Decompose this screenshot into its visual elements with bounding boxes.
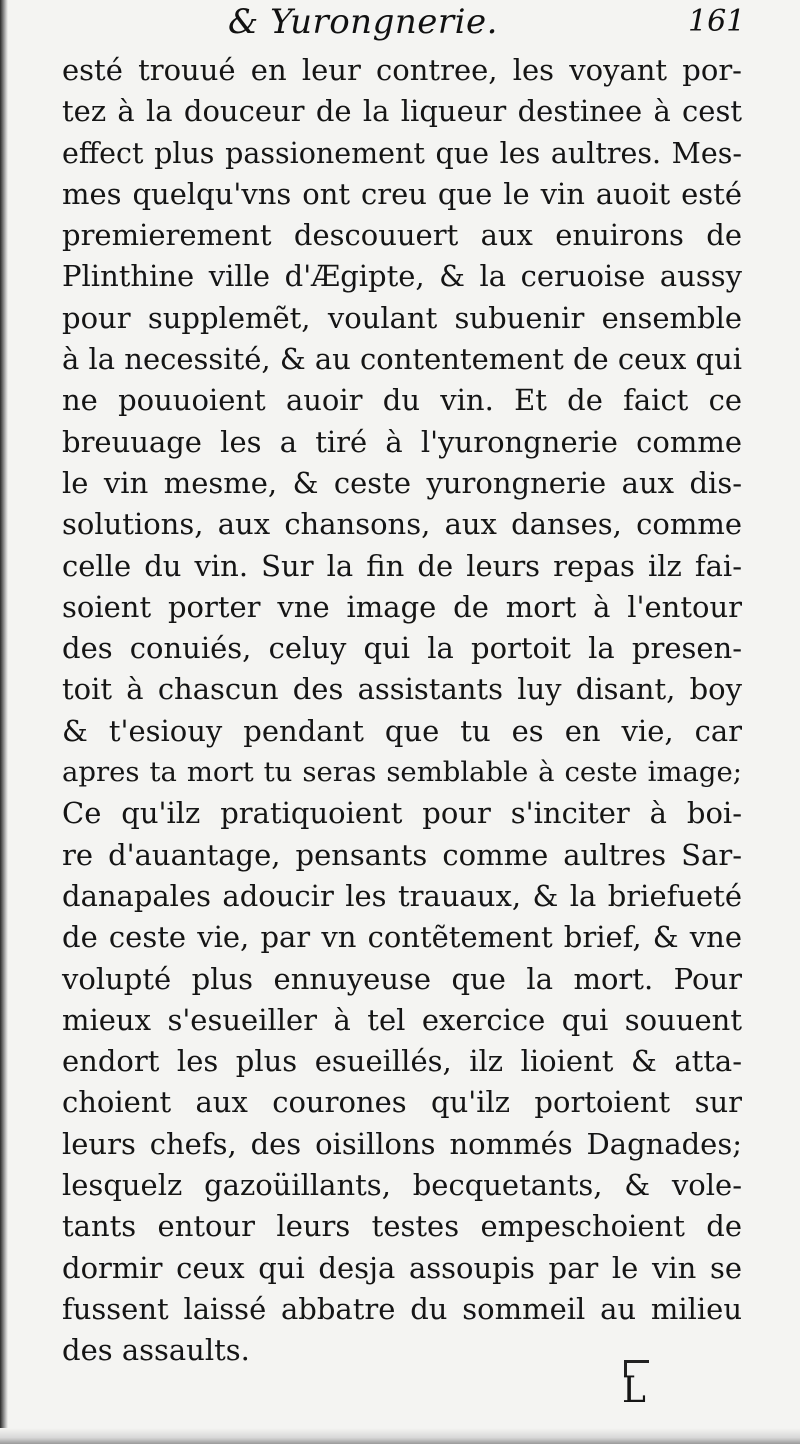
text-line: celle du vin. Sur la fin de leurs repas ilz fai- [62,548,742,583]
text-line: Ce qu'ilz pratiquoient pour s'inciter à boi- [62,796,742,831]
text-line: des conuiés, celuy qui la portoit la presen- [62,631,742,666]
text-line: des assaults. [62,1333,250,1368]
text-line: leurs chefs, des oisillons nommés Dagnades; [62,1126,742,1161]
text-line: solutions, aux chansons, aux danses, comme [62,507,742,542]
text-line: endort les plus esueillés, ilz lioient & atta- [62,1044,742,1079]
text-line: lesquelz gazoüillants, becquetants, & vole- [62,1168,742,1203]
text-line: re d'auantage, pensants comme aultres Sar- [62,837,742,872]
text-line: pour supplemẽt, voulant subuenir ensemble [62,300,742,335]
text-line: mes quelqu'vns ont creu que le vin auoit esté [62,176,742,211]
text-line: tez à la douceur de la liqueur destinee à cest [62,94,742,129]
page-bottom-edge [0,1428,800,1444]
running-head [0,0,800,52]
text-line: apres ta mort tu seras semblable à ceste image; [62,756,742,789]
text-line: le vin mesme, & ceste yurongnerie aux dis- [62,465,742,500]
text-line: volupté plus ennuyeuse que la mort. Pour [62,961,742,996]
signature-mark [612,1360,660,1416]
text-line: ne pouuoient auoir du vin. Et de faict ce [62,383,742,418]
text-line: mieux s'esueiller à tel exercice qui souuent [62,1002,742,1037]
text-line: tants entour leurs testes empeschoient de [62,1209,742,1244]
signature-letter: L [622,1370,646,1411]
text-line: de ceste vie, par vn contẽtement brief, & vne [62,920,742,955]
running-title: & Yurongnerie. [228,2,498,42]
text-line: breuuage les a tiré à l'yurongnerie comme [62,424,742,459]
text-line: & t'esiouy pendant que tu es en vie, car [62,713,742,748]
text-line: esté trouué en leur contree, les voyant por- [62,53,742,87]
text-line: effect plus passionement que les aultres. Mes- [62,136,742,170]
gutter-shadow [0,0,8,1444]
text-line: fussent laissé abbatre du sommeil au milieu [62,1291,742,1326]
text-line: danapales adoucir les trauaux, & la briefueté [62,878,742,913]
page-number: 161 [688,4,746,39]
text-line: soient porter vne image de mort à l'entour [62,589,742,624]
body-text [62,50,742,1372]
text-line: Plinthine ville d'Ægipte, & la ceruoise aussy [62,259,742,294]
text-line: premierement descouuert aux enuirons de [62,218,742,253]
text-line: toit à chascun des assistants luy disant, boy [62,672,742,707]
text-line: choient aux courones qu'ilz portoient sur [62,1085,742,1120]
text-line: dormir ceux qui desja assoupis par le vin se [62,1250,742,1285]
text-line: à la necessité, & au contentement de ceux qui [62,342,743,377]
